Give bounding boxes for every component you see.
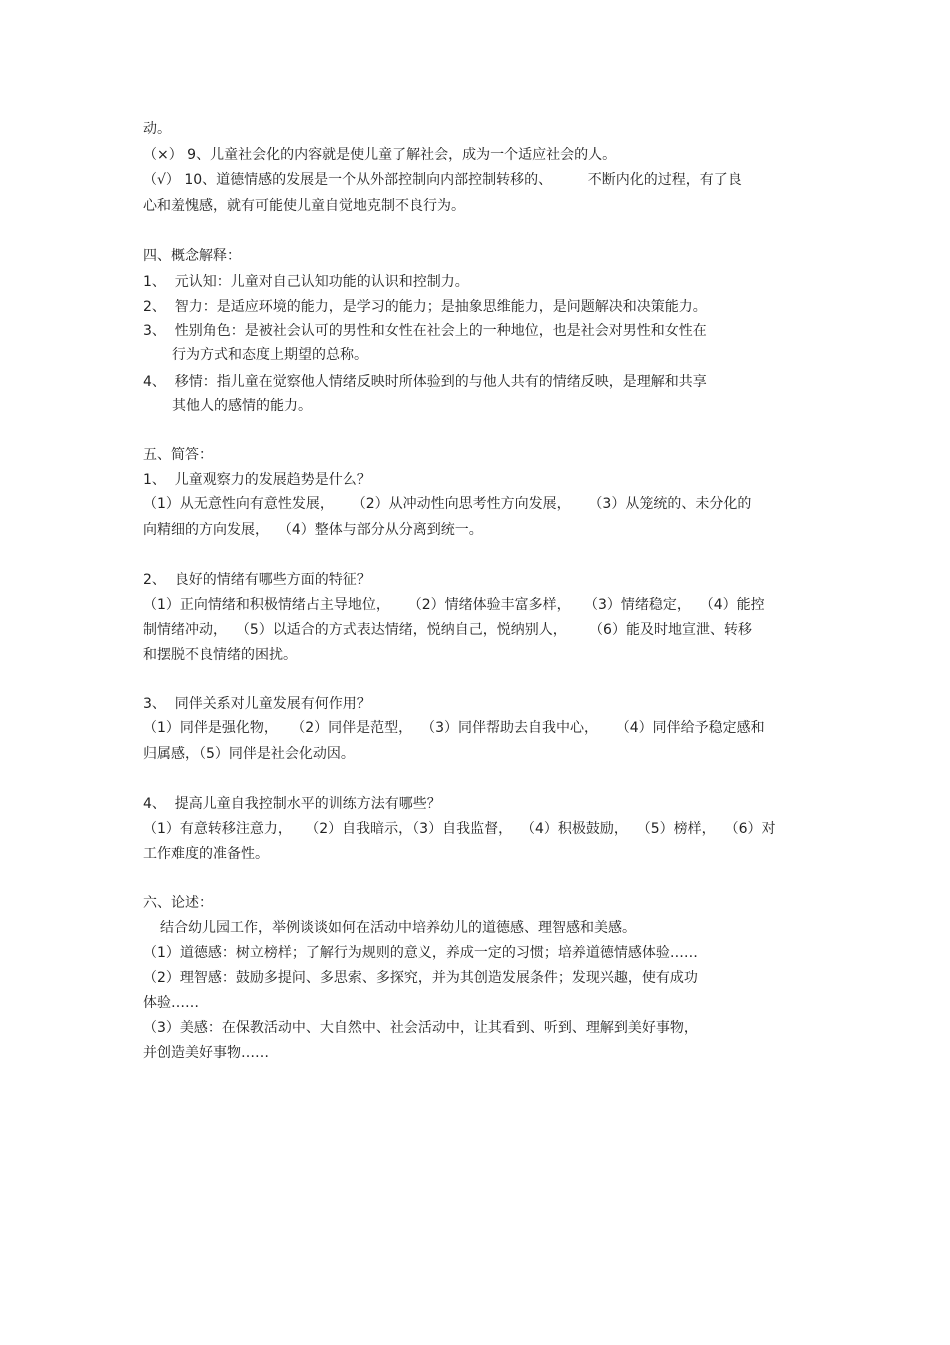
answer-line: 制情绪冲动， （5）以适合的方式表达情绪，悦纳自己，悦纳别人， （6）能及时地宣泄、转移 <box>143 622 752 638</box>
true-false-item-10: （√） 10、道德情感的发展是一个从外部控制向内部控制转移的、 不断内化的过程，有了良 <box>143 172 742 188</box>
answer-line: 向精细的方向发展， （4）整体与部分从分离到统一。 <box>143 522 483 538</box>
section-heading-essay: 六、论述： <box>143 895 213 911</box>
answer-line: （1）正向情绪和积极情绪占主导地位， （2）情绪体验丰富多样， （3）情绪稳定， （4）能控 <box>143 597 765 613</box>
section-heading-concepts: 四、概念解释： <box>143 248 241 264</box>
true-false-item-9: （×） 9、儿童社会化的内容就是使儿童了解社会，成为一个适应社会的人。 <box>143 147 617 163</box>
answer-line: 和摆脱不良情绪的困扰。 <box>143 647 297 663</box>
concept-item-cont: 行为方式和态度上期望的总称。 <box>172 347 368 363</box>
question: 4、 提高儿童自我控制水平的训练方法有哪些？ <box>143 796 441 812</box>
question: 2、 良好的情绪有哪些方面的特征？ <box>143 572 371 588</box>
essay-point-cont: 体验…… <box>143 995 199 1011</box>
question: 1、 儿童观察力的发展趋势是什么？ <box>143 472 371 488</box>
answer-line: （1）从无意性向有意性发展， （2）从冲动性向思考性方向发展， （3）从笼统的、未分化的 <box>143 496 752 512</box>
section-heading-short-answer: 五、简答： <box>143 447 213 463</box>
answer-line: 工作难度的准备性。 <box>143 846 269 862</box>
essay-point-cont: 并创造美好事物…… <box>143 1045 269 1061</box>
answer-line: （1）同伴是强化物， （2）同伴是范型， （3）同伴帮助去自我中心， （4）同伴给予稳定感和 <box>143 720 765 736</box>
essay-prompt: 结合幼儿园工作，举例谈谈如何在活动中培养幼儿的道德感、理智感和美感。 <box>160 920 636 936</box>
concept-item: 3、 性别角色：是被社会认可的男性和女性在社会上的一种地位，也是社会对男性和女性在 <box>143 323 707 339</box>
concept-item: 2、 智力：是适应环境的能力，是学习的能力；是抽象思维能力，是问题解决和决策能力。 <box>143 299 707 315</box>
true-false-item-10-cont: 心和羞愧感，就有可能使儿童自觉地克制不良行为。 <box>143 198 465 214</box>
essay-point: （3）美感：在保教活动中、大自然中、社会活动中，让其看到、听到、理解到美好事物， <box>143 1020 698 1036</box>
concept-item-cont: 其他人的感情的能力。 <box>172 398 312 414</box>
essay-point: （2）理智感：鼓励多提问、多思索、多探究，并为其创造发展条件；发现兴趣，使有成功 <box>143 970 698 986</box>
concept-item: 4、 移情：指儿童在觉察他人情绪反映时所体验到的与他人共有的情绪反映，是理解和共享 <box>143 374 707 390</box>
essay-point: （1）道德感：树立榜样；了解行为规则的意义，养成一定的习惯；培养道德情感体验…… <box>143 945 698 961</box>
answer-line: 归属感，（5）同伴是社会化动因。 <box>143 746 355 762</box>
question: 3、 同伴关系对儿童发展有何作用？ <box>143 696 371 712</box>
answer-line: （1）有意转移注意力， （2）自我暗示，（3）自我监督， （4）积极鼓励， （5）榜样， （6）对 <box>143 821 776 837</box>
text-line: 动。 <box>143 121 171 137</box>
concept-item: 1、 元认知：儿童对自己认知功能的认识和控制力。 <box>143 274 469 290</box>
